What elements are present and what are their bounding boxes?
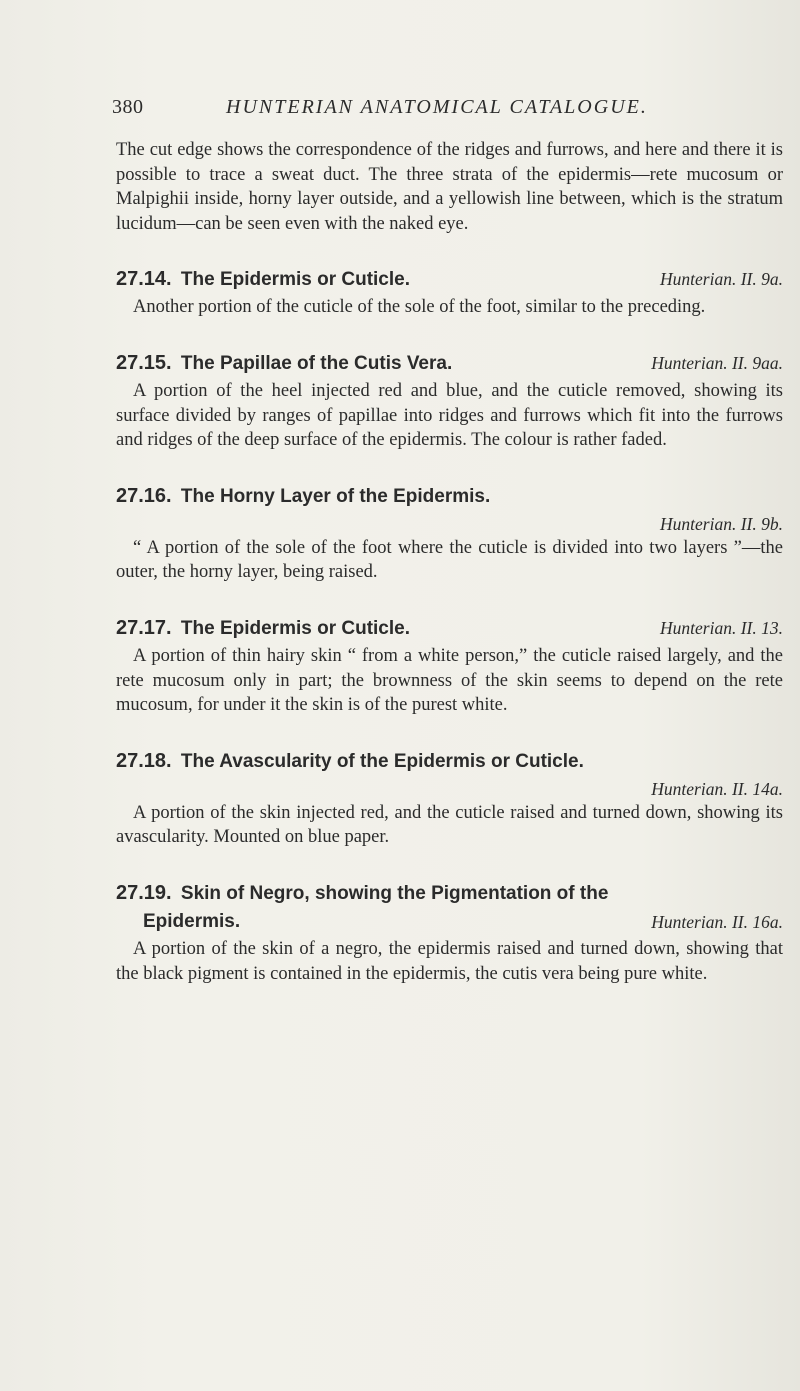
page-content — [116, 138, 783, 986]
entry-heading — [116, 880, 783, 907]
entry-description: “ A portion of the sole of the foot where the cuticle is divided into two layers ”—the outer, the horny layer, being raised. — [116, 537, 783, 583]
entry-description: A portion of thin hairy skin “ from a white person,” the cuticle raised largely, and the rete mucosum only in part; the brownness of the skin seems to depend on the rete mucosum, for under it the skin is of the purest white. — [116, 645, 783, 716]
catalogue-entry — [116, 266, 783, 320]
catalogue-entry — [116, 880, 783, 986]
entry-reference: Hunterian. II. 9a. — [660, 269, 783, 290]
entry-title: The Avascularity of the Epidermis or Cuticle. — [180, 750, 584, 772]
entry-heading-continued — [116, 909, 783, 935]
page-header — [112, 96, 732, 130]
entry-description: Another portion of the cuticle of the sole of the foot, similar to the preceding. — [133, 297, 706, 318]
entry-description: A portion of the heel injected red and blue, and the cuticle removed, showing its surface divided by ranges of papillae into ridges and furrows which fit into the furrows and ridges of the deep surface of the epidermis. The colour is rather faded. — [116, 380, 783, 451]
entry-title: Skin of Negro, showing the Pigmentation of the — [180, 882, 609, 904]
entry-title: The Epidermis or Cuticle. — [180, 617, 410, 639]
entry-number: 27.17. — [116, 616, 172, 639]
entry-reference: Hunterian. II. 14a. — [651, 778, 783, 799]
running-title: HUNTERIAN ANATOMICAL CATALOGUE. — [226, 96, 648, 118]
entry-heading — [116, 615, 783, 642]
entry-reference: Hunterian. II. 13. — [660, 617, 783, 638]
entry-title: The Epidermis or Cuticle. — [180, 269, 410, 291]
intro-paragraph: The cut edge shows the correspondence of the ridges and furrows, and here and there it is possible to trace a sweat duct. The three strata of the epidermis—rete mucosum or Malpighii inside, horny layer outside, and a yellowish line between, which is the stratum lucidum—can be seen even with the naked eye. — [116, 140, 783, 234]
entry-number: 27.16. — [116, 484, 172, 507]
entry-heading — [116, 748, 783, 775]
catalogue-entry — [116, 615, 783, 718]
entry-reference: Hunterian. II. 16a. — [651, 911, 783, 932]
entry-reference: Hunterian. II. 9b. — [660, 513, 783, 534]
entry-number: 27.18. — [116, 749, 172, 772]
entry-heading — [116, 483, 783, 510]
entry-description: A portion of the skin of a negro, the epidermis raised and turned down, showing that the black pigment is contained in the epidermis, the cutis vera being pure white. — [116, 938, 783, 984]
page-number: 380 — [112, 96, 144, 118]
entry-title: The Papillae of the Cutis Vera. — [180, 352, 453, 374]
entry-heading — [116, 350, 783, 377]
catalogue-entry — [116, 483, 783, 585]
entry-number: 27.14. — [116, 268, 172, 291]
entry-number: 27.19. — [116, 881, 172, 904]
catalogue-entry — [116, 748, 783, 850]
entry-heading — [116, 266, 783, 293]
entry-title-continued: Epidermis. — [143, 910, 241, 932]
entry-description: A portion of the skin injected red, and the cuticle raised and turned down, showing its avascularity. Mounted on blue paper. — [116, 802, 783, 848]
entry-number: 27.15. — [116, 351, 172, 374]
entry-title: The Horny Layer of the Epidermis. — [180, 485, 491, 507]
entry-reference: Hunterian. II. 9aa. — [651, 352, 783, 373]
catalogue-entry — [116, 350, 783, 453]
